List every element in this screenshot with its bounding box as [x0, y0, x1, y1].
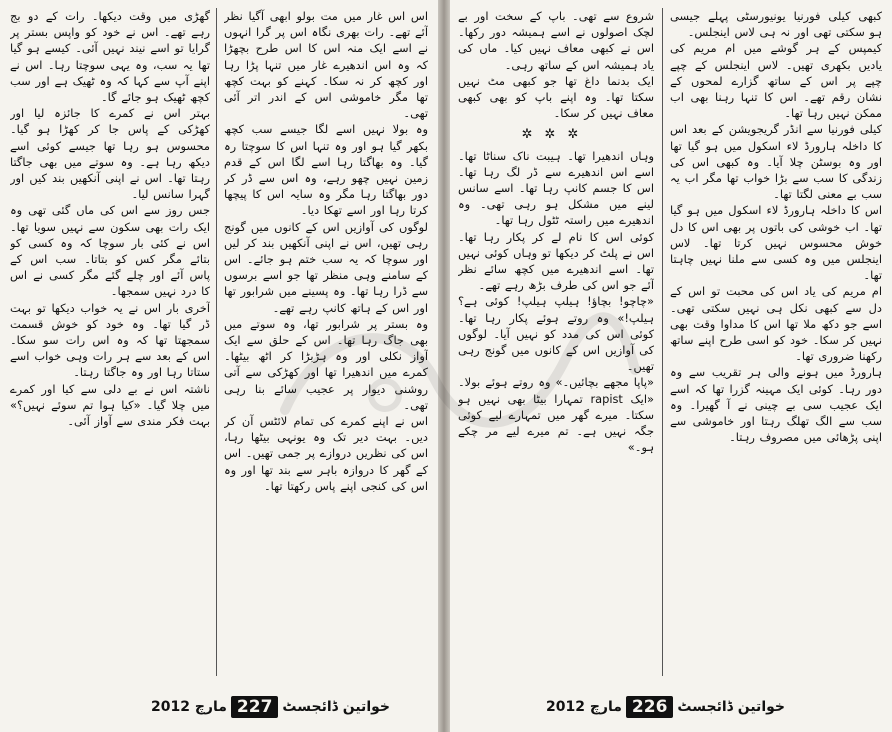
footer-magazine-name: خواتین ڈائجسٹ	[282, 699, 390, 715]
column-right	[670, 8, 882, 676]
column-left	[458, 8, 654, 676]
paragraph: «چاچو! بچاؤ! ہیلپ ہیلپ! کوئی ہے؟ ہیلپ!» وہ روتے ہوئے پکار رہا تھا۔ کوئی اس کی مدد کو نہیں آیا۔ لوگوں کی آوازیں اس کے کانوں میں گونج رہی تھیں۔	[458, 294, 654, 374]
page-number: 227	[231, 696, 279, 718]
page-footer	[145, 694, 390, 720]
paragraph: ناشتہ اس نے بے دلی سے کیا اور کمرے میں چلا گیا۔ «کیا ہوا تم سوئے نہیں؟» بہت فکر مندی سے آواز آئی۔	[10, 381, 210, 429]
paragraph: وہ بولا نہیں اسے لگا جیسے سب کچھ بکھر گیا ہو اور وہ تنہا اس کا سوچتا رہ گیا۔ وہ بھاگتا رہا اسے لگا اس کے قدم زمین نہیں چھو رہے، وہ اس سے ڈر کر دور بھاگتا رہا مگر وہ سایہ اس کا پیچھا کرتا رہا اور اسے تھکا دیا۔	[224, 122, 428, 218]
paragraph: ایک بدنما داغ تھا جو کبھی مٹ نہیں سکتا تھا۔ وہ اپنے باپ کو بھی کبھی معاف نہیں کر سکا۔	[458, 73, 654, 121]
paragraph: جس روز سے اس کی ماں گئی تھی وہ ایک رات بھی سکون سے نہیں سویا تھا۔ اس نے کئی بار سوچا کہ وہ کسی کو بتائے مگر کس کو بتاتا۔ سب اس کے پاس آئے اور چلے گئے مگر کسی نے اس کا درد نہیں سمجھا۔	[10, 203, 210, 299]
footer-magazine-name: خواتین ڈائجسٹ	[677, 699, 785, 715]
column-left	[10, 8, 210, 676]
page-number: 226	[626, 696, 674, 718]
paragraph: وہاں اندھیرا تھا۔ ہیبت ناک سناٹا تھا۔ اسے اس اندھیرے سے ڈر لگ رہا تھا۔ اس کا جسم کانپ رہا تھا۔ اسے سانس لینے میں مشکل ہو رہی تھی۔ وہ اندھیرے میں راستہ ٹٹول رہا تھا۔	[458, 148, 654, 228]
paragraph: شروع سے تھی۔ باپ کے سخت اور بے لچک اصولوں نے اسے ہمیشہ دور رکھا۔ اس نے کبھی معاف نہیں کیا۔ ماں کی یاد ہمیشہ اس کے ساتھ رہی۔	[458, 9, 654, 72]
column-divider	[216, 8, 217, 676]
paragraph: گھڑی میں وقت دیکھا۔ رات کے دو بج رہے تھے۔ اس نے خود کو واپس بستر پر گرایا تو اسے نیند نہیں آئی۔ کیسے ہو گیا تھا یہ سب، وہ یہی سوچتا رہا۔ اس نے اپنے آپ سے کہا کہ وہ ٹھیک ہے اور سب کچھ ٹھیک ہو جائے گا۔	[10, 9, 210, 105]
paragraph: اس کا داخلہ ہارورڈ لاء اسکول میں ہو گیا تھا۔ اب خوشی کی باتوں پر بھی اس کا دل خوش محسوس نہیں کرتا تھا۔ لاس اینجلس میں وہ کسی سے ملنا نہیں چاہتا تھا۔	[670, 203, 882, 283]
paragraph: ام مریم کی یاد اس کی محبت تو اس کے دل سے کبھی نکل ہی نہیں سکتی تھی۔ اسے جو دکھ ملا تھا اس کا مداوا وقت بھی نہیں کر سکا۔ خود کو اسی طرح اپنے ساتھ رکھنا ضروری تھا۔	[670, 284, 882, 364]
paragraph: آخری بار اس نے یہ خواب دیکھا تو بہت ڈر گیا تھا۔ وہ خود کو خوش قسمت سمجھتا تھا کہ وہ اس رات سو سکا۔ اس کے بعد سے ہر رات وہی خواب اسے ستاتا رہا اور وہ جاگتا رہتا۔	[10, 300, 210, 380]
paragraph: کبھی کیلی فورنیا یونیورسٹی پہلے جیسی ہو سکتی تھی اور نہ ہی لاس اینجلس۔	[670, 9, 882, 40]
paragraph: اس نے اپنے کمرے کی تمام لائٹس آن کر دیں۔ بہت دیر تک وہ یونہی بیٹھا رہا، اس کی نظریں دروازے پر جمی تھیں۔ اس کے گھر کا دروازہ باہر سے بند تھا اور وہ اس کی کنجی اپنے پاس رکھتا تھا۔	[224, 414, 428, 493]
page-226	[450, 0, 892, 732]
page-gutter	[438, 0, 450, 732]
section-break-stars: ✲✲✲	[521, 127, 591, 143]
paragraph: کیمپس کے ہر گوشے میں ام مریم کی یادیں بکھری تھیں۔ لاس اینجلس کے چپے چپے پر اس کے ساتھ گزارے لمحوں کے نشان رقم تھے۔ اس کا تنہا رہنا بھی اب ممکن نہیں رہا تھا۔	[670, 41, 882, 121]
page-footer	[540, 694, 785, 720]
paragraph: وہ بستر پر شرابور تھا، وہ سوتے میں بھی جاگ رہا تھا۔ اس کے حلق سے ایک آواز نکلی اور وہ ہڑبڑا کر اٹھ بیٹھا۔ کمرے میں اندھیرا تھا اور کھڑکی سے آتی روشنی دیوار پر عجیب سائے بنا رہی تھی۔	[224, 316, 428, 412]
footer-month: مارچ 2012	[151, 699, 227, 715]
paragraph: ہارورڈ میں ہونے والی ہر تقریب سے وہ دور رہا۔ کوئی ایک مہینہ گزرا تھا کہ اسے ایک عجیب سی بے چینی نے آ گھیرا۔ وہ سب سے الگ تھلگ رہتا اور خاموشی سے اپنی پڑھائی میں مصروف رہتا۔	[670, 365, 882, 445]
paragraph: کوئی اس کا نام لے کر پکار رہا تھا۔ اس نے پلٹ کر دیکھا تو وہاں کوئی نہیں تھا۔ اسے اندھیرے میں کچھ سائے نظر آئے جو اس کی طرف بڑھ رہے تھے۔	[458, 229, 654, 293]
column-divider	[662, 8, 663, 676]
paragraph: کیلی فورنیا سے انڈر گریجویشن کے بعد اس کا داخلہ ہارورڈ لاء اسکول میں ہو گیا تھا اور وہ بوسٹن چلا آیا۔ وہ کبھی اس کی زندگی کا سب سے بڑا خواب تھا مگر اب یہ سب بے معنی لگتا تھا۔	[670, 122, 882, 202]
paragraph: اس اس غار میں مت بولو ابھی آگیا نظر آئے تھے۔ رات بھری نگاہ اس پر گرا انہوں نے اسے ایک منہ اس کا اس طرح بچھڑا کہ وہ اس اندھیرے غار میں تنہا پڑا رہا اور کچھ کر نہ سکا۔ کہنے کو بہت کچھ تھا مگر خاموشی اس کے اندر اتر آئی تھی۔	[224, 9, 428, 121]
page-227	[0, 0, 438, 732]
paragraph: «پاپا مجھے بچائیں۔» وہ روتے ہوئے بولا۔ «ایک rapist تمہارا بیٹا بھی نہیں ہو سکتا۔ میرے گھر میں تمہارے لیے کوئی جگہ نہیں ہے۔ تم میرے لیے مر چکے ہو۔»	[458, 375, 654, 455]
paragraph: بہتر اس نے کمرے کا جائزہ لیا اور کھڑکی کے پاس جا کر کھڑا ہو گیا۔ محسوس ہو رہا تھا جیسے کوئی اسے دیکھ رہا ہے۔ وہ سوتے میں بھی جاگتا رہتا تھا۔ اس نے اپنی آنکھیں بند کیں اور گہرا سانس لیا۔	[10, 106, 210, 202]
paragraph: لوگوں کی آوازیں اس کے کانوں میں گونج رہی تھیں، اس نے اپنی آنکھیں بند کر لیں اور سوچا کہ یہ سب ختم ہو جائے۔ اس کے سامنے وہی منظر تھا جو اسے برسوں سے ڈرا رہا تھا۔ وہ پسینے میں شرابور تھا اور اس کے ہاتھ کانپ رہے تھے۔	[224, 219, 428, 315]
footer-month: مارچ 2012	[546, 699, 622, 715]
column-right	[224, 8, 428, 676]
